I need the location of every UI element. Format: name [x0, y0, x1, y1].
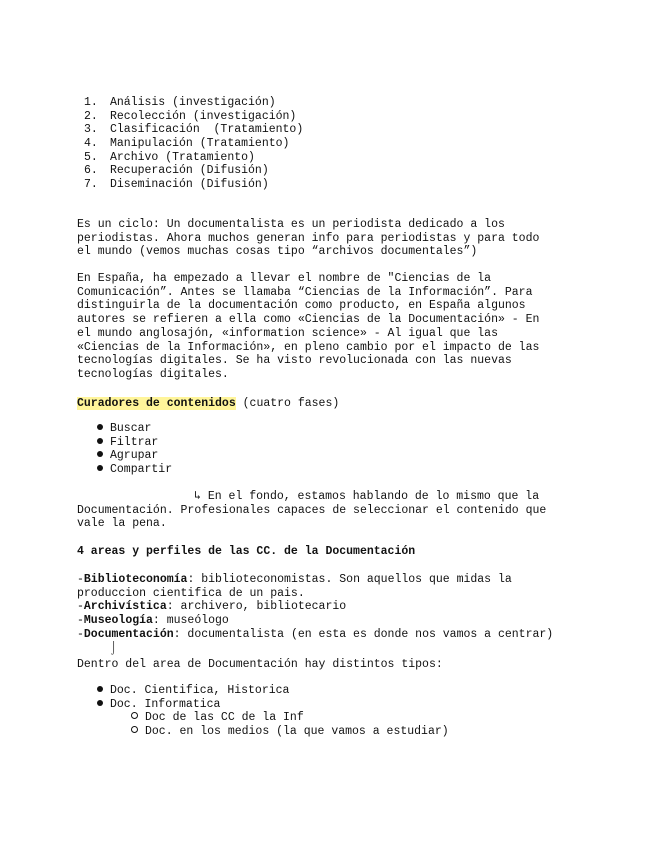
bullet-icon [97, 686, 103, 692]
circle-bullet-icon [131, 726, 138, 733]
list-item: 5. Archivo (Tratamiento) [84, 150, 255, 164]
phases-ordered-list [84, 96, 303, 192]
list-item: 2. Recolección (investigación) [84, 109, 297, 123]
text-cursor-icon: ⌡ [110, 641, 118, 655]
list-item: 1. Análisis (investigación) [84, 96, 276, 109]
list-item: 6. Recuperación (Difusión) [84, 164, 269, 178]
bullet-icon [97, 424, 103, 430]
curadores-bullet-list [97, 422, 172, 477]
list-item: Doc. en los medios (la que vamos a estudiar) [131, 725, 449, 739]
list-item: Compartir [97, 463, 172, 477]
list-item: 3. Clasificación (Tratamiento) [84, 123, 304, 137]
list-item: Agrupar [97, 449, 172, 463]
paragraph-en-el-fondo: ↳ En el fondo, estamos hablando de lo mismo que la Documentación. Profesionales capaces de seleccionar el contenido que vale la pena. [77, 490, 547, 531]
curadores-heading: Curadores de contenidos (cuatro fases) [77, 397, 340, 410]
curadores-highlight: Curadores de contenidos [77, 397, 236, 410]
arrow-icon: ↳ [194, 490, 201, 503]
list-item: 4. Manipulación (Tratamiento) [84, 137, 290, 151]
list-item: Filtrar [97, 436, 172, 450]
list-item: Doc. Cientifica, Historica [97, 684, 449, 698]
bullet-icon [97, 700, 103, 706]
list-item: Doc de las CC de la Inf [131, 711, 449, 725]
list-item: 7. Diseminación (Difusión) [84, 178, 269, 192]
bullet-icon [97, 465, 103, 471]
paragraph-ciclo: Es un ciclo: Un documentalista es un periodista dedicado a los periodistas. Ahora muchos generan info para periodistas y para todo el mundo (vemos muchas cosas tipo “archivos documentales”) [77, 218, 540, 259]
areas-heading: 4 areas y perfiles de las CC. de la Documentación [77, 545, 416, 558]
areas-list: -Biblioteconomía: biblioteconomistas. Son aquellos que midas la produccion cientifica de un pais. -Archivística: archivero, bibliotecario -Museología: museólogo -Documentación: documentalista (en esta es donde nos vamos a centrar) [77, 573, 554, 641]
circle-bullet-icon [131, 712, 138, 719]
list-item: Buscar [97, 422, 172, 436]
bullet-icon [97, 438, 103, 444]
tipos-intro: Dentro del area de Documentación hay distintos tipos: [77, 658, 443, 671]
bullet-icon [97, 451, 103, 457]
tipos-bullet-list [97, 684, 449, 739]
paragraph-espana: En España, ha empezado a llevar el nombre de "Ciencias de la Comunicación”. Antes se llamaba “Ciencias de la Información”. Para distinguirla de la documentación como producto, en España algunos autores se refieren a ella como «Ciencias de la Documentación» - En el mundo anglosajón, «information science» - Al igual que las «Ciencias de la Información», en pleno cambio por el impacto de las tecnologías digitales. Se ha visto revolucionada con las nuevas tecnologías digitales. [77, 272, 540, 381]
list-item: Doc. Informatica [97, 698, 449, 712]
